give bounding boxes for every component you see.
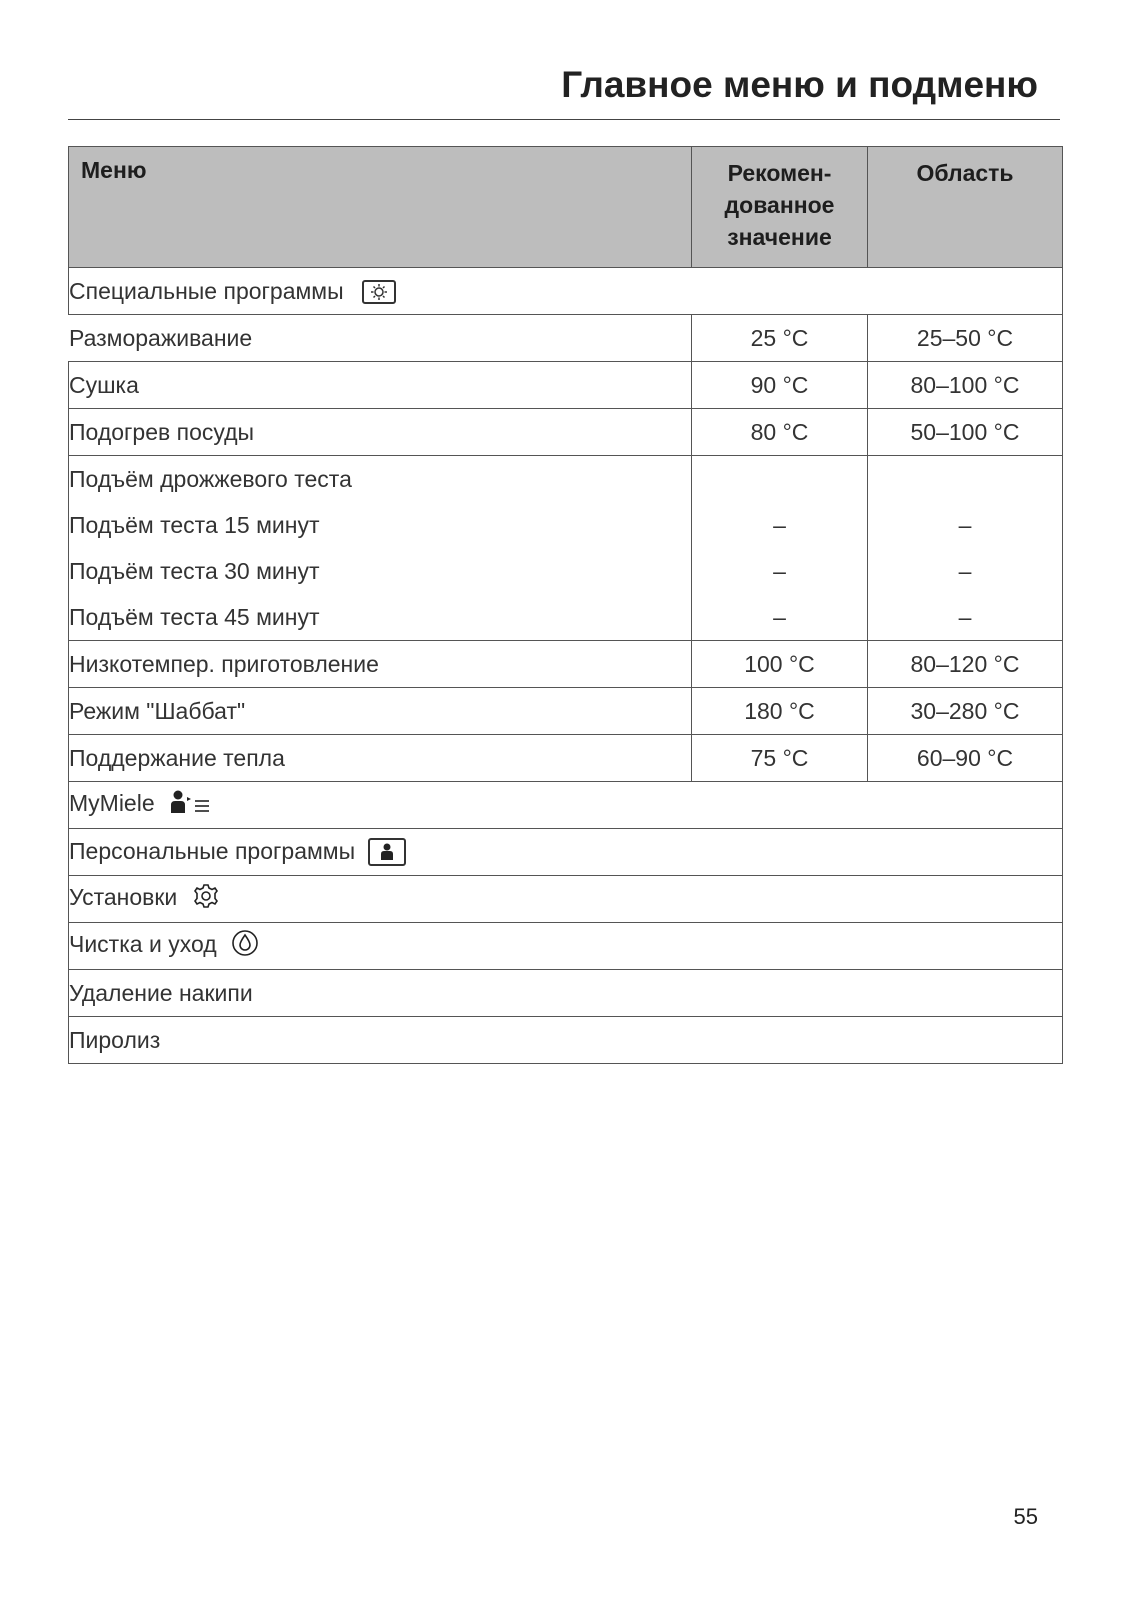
menu-item-special-programs	[69, 268, 1063, 315]
range-value: 30–280 °C	[868, 688, 1063, 735]
menu-table	[68, 146, 1063, 1064]
menu-item-label: Чистка и уход	[69, 931, 217, 958]
menu-item-label: Пиролиз	[69, 1017, 1063, 1064]
recommended-value: 25 °C	[692, 315, 868, 362]
menu-item-cleaning	[69, 923, 1063, 970]
header-recommended	[692, 147, 868, 268]
range-value: –	[868, 548, 1063, 594]
menu-item-label: Режим "Шаббат"	[69, 688, 692, 735]
header-menu: Меню	[69, 147, 692, 268]
title-divider	[68, 119, 1060, 120]
table-row	[69, 829, 1063, 876]
menu-item-label: Подъём теста 45 минут	[69, 594, 692, 641]
table-row	[69, 409, 1063, 456]
menu-item-label: Подъём дрожжевого теста	[69, 456, 692, 503]
menu-item-label: Специальные программы	[69, 277, 344, 304]
menu-item-label: Подъём теста 15 минут	[69, 502, 692, 548]
recommended-value: –	[692, 548, 868, 594]
menu-item-label: Персональные программы	[69, 837, 356, 864]
range-value: 80–120 °C	[868, 641, 1063, 688]
menu-item-label: Установки	[69, 884, 178, 911]
menu-item-label: Подогрев посуды	[69, 409, 692, 456]
table-row	[69, 548, 1063, 594]
table-row	[69, 641, 1063, 688]
recommended-value: 100 °C	[692, 641, 868, 688]
table-row	[69, 923, 1063, 970]
range-value: 80–100 °C	[868, 362, 1063, 409]
menu-item-label: Удаление накипи	[69, 970, 1063, 1017]
recommended-value	[692, 456, 868, 503]
table-row	[69, 456, 1063, 503]
special-programs-icon	[362, 280, 396, 304]
personal-programs-icon	[368, 838, 406, 866]
menu-item-label: Сушка	[69, 362, 692, 409]
recommended-value: 90 °C	[692, 362, 868, 409]
recommended-value: –	[692, 502, 868, 548]
table-row	[69, 735, 1063, 782]
gear-icon	[192, 882, 220, 916]
menu-item-settings	[69, 876, 1063, 923]
table-row	[69, 594, 1063, 641]
menu-item-label: Подъём теста 30 минут	[69, 548, 692, 594]
table-row	[69, 502, 1063, 548]
table-row	[69, 1017, 1063, 1064]
range-value: 25–50 °C	[868, 315, 1063, 362]
menu-item-personal-programs	[69, 829, 1063, 876]
table-row	[69, 782, 1063, 829]
menu-item-label: Размораживание	[69, 315, 692, 362]
table-row	[69, 268, 1063, 315]
drop-icon	[231, 929, 259, 963]
menu-item-label: Поддержание тепла	[69, 735, 692, 782]
recommended-value: –	[692, 594, 868, 641]
recommended-value: 75 °C	[692, 735, 868, 782]
header-range: Область	[868, 147, 1063, 268]
range-value: 50–100 °C	[868, 409, 1063, 456]
menu-item-label: Низкотемпер. приготовление	[69, 641, 692, 688]
mymiele-icon	[169, 789, 215, 821]
table-header-row	[69, 147, 1063, 268]
range-value: –	[868, 594, 1063, 641]
range-value: –	[868, 502, 1063, 548]
table-row	[69, 362, 1063, 409]
table-row	[69, 688, 1063, 735]
table-row	[69, 876, 1063, 923]
header-recommended-line: значение	[727, 224, 832, 250]
table-row	[69, 315, 1063, 362]
header-recommended-line: дованное	[724, 192, 835, 218]
table-row	[69, 970, 1063, 1017]
page-number: 55	[1013, 1504, 1038, 1529]
menu-item-label: MyMiele	[69, 790, 155, 817]
range-value	[868, 456, 1063, 503]
recommended-value: 180 °C	[692, 688, 868, 735]
header-recommended-line: Рекомен-	[727, 160, 832, 186]
menu-item-mymiele	[69, 782, 1063, 829]
recommended-value: 80 °C	[692, 409, 868, 456]
range-value: 60–90 °C	[868, 735, 1063, 782]
page-title: Главное меню и подменю	[561, 64, 1038, 105]
